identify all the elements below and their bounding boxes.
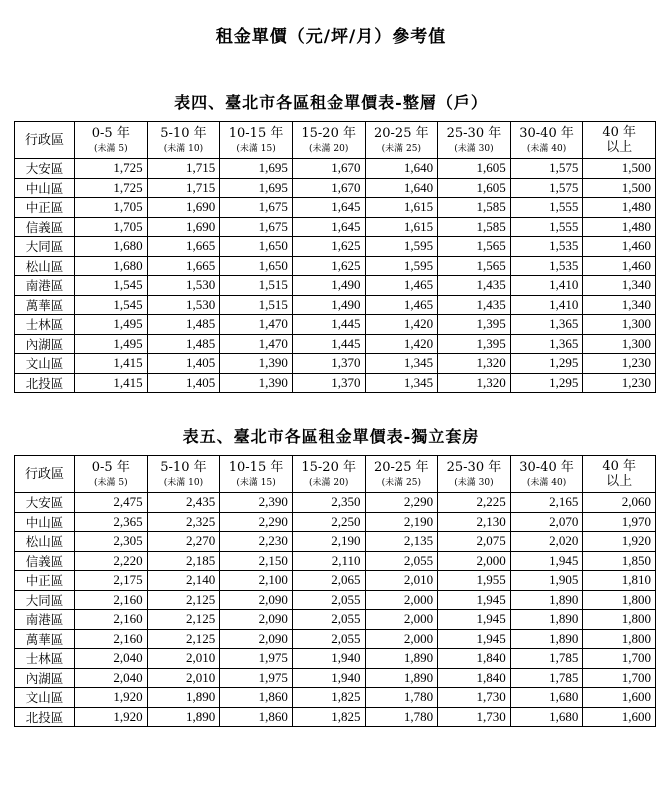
price-cell: 1,800 [583, 629, 656, 649]
price-cell: 1,595 [365, 256, 438, 276]
price-cell: 2,040 [75, 649, 148, 669]
price-cell: 1,945 [438, 629, 511, 649]
price-cell: 1,825 [292, 707, 365, 727]
price-cell: 2,125 [147, 590, 220, 610]
column-range: 10-15 年 [228, 125, 284, 141]
column-header [220, 122, 293, 159]
price-cell: 1,365 [510, 334, 583, 354]
district-cell: 士林區 [15, 315, 75, 335]
price-cell: 1,800 [583, 610, 656, 630]
price-cell: 1,530 [147, 276, 220, 296]
price-cell: 1,480 [583, 198, 656, 218]
column-range: 15-20 年 [301, 125, 356, 141]
price-cell: 1,615 [365, 198, 438, 218]
price-cell: 2,090 [220, 590, 293, 610]
price-cell: 1,705 [75, 198, 148, 218]
price-cell: 2,070 [510, 512, 583, 532]
price-cell: 1,665 [147, 237, 220, 257]
column-header [365, 122, 438, 159]
table-5-title: 表五、臺北市各區租金單價表-獨立套房 [182, 427, 480, 446]
price-cell: 1,840 [438, 649, 511, 669]
price-cell: 2,250 [292, 512, 365, 532]
price-cell: 2,010 [365, 571, 438, 591]
price-cell: 1,705 [75, 217, 148, 237]
price-cell: 1,615 [365, 217, 438, 237]
price-cell: 1,460 [583, 237, 656, 257]
price-cell: 1,460 [583, 256, 656, 276]
district-cell: 中山區 [15, 178, 75, 198]
price-cell: 1,465 [365, 295, 438, 315]
column-header [438, 456, 511, 493]
column-range: 40 年 [602, 459, 637, 474]
price-cell: 1,650 [220, 256, 293, 276]
price-cell: 2,130 [438, 512, 511, 532]
table-row [15, 334, 656, 354]
price-cell: 1,680 [510, 688, 583, 708]
table-row [15, 512, 656, 532]
table-row [15, 629, 656, 649]
district-cell: 大安區 [15, 159, 75, 179]
price-cell: 1,850 [583, 551, 656, 571]
price-cell: 2,350 [292, 493, 365, 513]
district-cell: 萬華區 [15, 629, 75, 649]
price-cell: 1,640 [365, 159, 438, 179]
district-cell: 內湖區 [15, 334, 75, 354]
column-range: 30-40 年 [519, 125, 574, 141]
table-row [15, 551, 656, 571]
table-5-studio [14, 455, 656, 727]
district-cell: 中正區 [15, 571, 75, 591]
price-cell: 1,890 [510, 610, 583, 630]
price-cell: 1,515 [220, 276, 293, 296]
price-cell: 1,810 [583, 571, 656, 591]
price-cell: 1,410 [510, 276, 583, 296]
district-header: 行政區 [15, 122, 75, 159]
table-row [15, 178, 656, 198]
price-cell: 1,680 [510, 707, 583, 727]
district-cell: 大同區 [15, 590, 75, 610]
table-row [15, 159, 656, 179]
price-cell: 1,490 [292, 276, 365, 296]
district-cell: 文山區 [15, 354, 75, 374]
table-row [15, 590, 656, 610]
price-cell: 2,290 [220, 512, 293, 532]
price-cell: 2,225 [438, 493, 511, 513]
column-header [75, 122, 148, 159]
price-cell: 1,555 [510, 217, 583, 237]
price-cell: 1,230 [583, 354, 656, 374]
district-cell: 大安區 [15, 493, 75, 513]
column-note: (未滿 40) [526, 143, 567, 154]
price-cell: 1,695 [220, 159, 293, 179]
price-cell: 1,650 [220, 237, 293, 257]
column-note: (未滿 5) [94, 143, 128, 154]
price-cell: 1,890 [510, 629, 583, 649]
column-header [583, 122, 656, 159]
price-cell: 1,945 [438, 610, 511, 630]
price-cell: 2,165 [510, 493, 583, 513]
price-cell: 1,730 [438, 688, 511, 708]
column-range: 25-30 年 [446, 459, 502, 475]
price-cell: 1,645 [292, 198, 365, 218]
price-cell: 1,600 [583, 688, 656, 708]
district-cell: 萬華區 [15, 295, 75, 315]
table-row [15, 373, 656, 393]
price-cell: 1,370 [292, 373, 365, 393]
column-note: (未滿 10) [163, 143, 204, 154]
column-note: (未滿 10) [163, 477, 204, 488]
district-cell: 南港區 [15, 610, 75, 630]
price-cell: 1,365 [510, 315, 583, 335]
price-cell: 1,545 [75, 295, 148, 315]
price-cell: 1,340 [583, 276, 656, 296]
price-cell: 1,890 [147, 688, 220, 708]
price-cell: 1,970 [583, 512, 656, 532]
column-note: (未滿 25) [381, 477, 421, 488]
price-cell: 1,625 [292, 256, 365, 276]
price-cell: 1,485 [147, 315, 220, 335]
price-cell: 1,825 [292, 688, 365, 708]
price-cell: 1,785 [510, 649, 583, 669]
price-cell: 1,920 [75, 707, 148, 727]
table-row [15, 354, 656, 374]
table-row [15, 217, 656, 237]
price-cell: 1,840 [438, 668, 511, 688]
price-cell: 2,390 [220, 493, 293, 513]
price-cell: 2,365 [75, 512, 148, 532]
price-cell: 2,060 [583, 493, 656, 513]
column-header [147, 122, 220, 159]
price-cell: 1,945 [438, 590, 511, 610]
price-cell: 2,190 [365, 512, 438, 532]
table-row [15, 707, 656, 727]
price-cell: 2,475 [75, 493, 148, 513]
price-cell: 1,725 [75, 159, 148, 179]
price-cell: 1,890 [147, 707, 220, 727]
price-cell: 1,565 [438, 237, 511, 257]
column-range: 30-40 年 [519, 459, 574, 475]
price-cell: 2,220 [75, 551, 148, 571]
district-cell: 北投區 [15, 373, 75, 393]
price-cell: 1,320 [438, 354, 511, 374]
price-cell: 2,305 [75, 532, 148, 552]
column-range: 5-10 年 [160, 459, 207, 475]
price-cell: 1,680 [75, 237, 148, 257]
district-cell: 中正區 [15, 198, 75, 218]
price-cell: 1,670 [292, 178, 365, 198]
price-cell: 1,975 [220, 649, 293, 669]
column-note: (未滿 30) [454, 143, 494, 154]
district-cell: 松山區 [15, 256, 75, 276]
price-cell: 2,135 [365, 532, 438, 552]
price-cell: 1,370 [292, 354, 365, 374]
district-cell: 信義區 [15, 551, 75, 571]
district-cell: 文山區 [15, 688, 75, 708]
price-cell: 2,000 [365, 610, 438, 630]
price-cell: 1,860 [220, 688, 293, 708]
price-cell: 1,420 [365, 315, 438, 335]
table-row [15, 668, 656, 688]
price-cell: 1,700 [583, 668, 656, 688]
price-cell: 1,295 [510, 373, 583, 393]
price-cell: 2,075 [438, 532, 511, 552]
table-row [15, 276, 656, 296]
price-cell: 2,150 [220, 551, 293, 571]
price-cell: 1,420 [365, 334, 438, 354]
price-cell: 1,920 [75, 688, 148, 708]
column-header [147, 456, 220, 493]
price-cell: 1,300 [583, 334, 656, 354]
table-4-title: 表四、臺北市各區租金單價表-整層（戶） [174, 93, 488, 112]
price-cell: 1,725 [75, 178, 148, 198]
column-note: (未滿 30) [454, 477, 494, 488]
table-row [15, 688, 656, 708]
table-row [15, 493, 656, 513]
price-cell: 1,625 [292, 237, 365, 257]
price-cell: 2,055 [365, 551, 438, 571]
price-cell: 1,445 [292, 334, 365, 354]
price-cell: 2,010 [147, 649, 220, 669]
price-cell: 2,055 [292, 610, 365, 630]
price-cell: 2,185 [147, 551, 220, 571]
price-cell: 1,565 [438, 256, 511, 276]
price-cell: 1,860 [220, 707, 293, 727]
column-range: 10-15 年 [228, 459, 284, 475]
price-cell: 1,945 [510, 551, 583, 571]
column-header [438, 122, 511, 159]
price-cell: 1,415 [75, 373, 148, 393]
price-cell: 1,545 [75, 276, 148, 296]
price-cell: 1,585 [438, 198, 511, 218]
price-cell: 1,675 [220, 198, 293, 218]
column-note: (未滿 15) [236, 477, 276, 488]
column-note: (未滿 15) [236, 143, 276, 154]
price-cell: 1,480 [583, 217, 656, 237]
table-row [15, 571, 656, 591]
price-cell: 1,345 [365, 354, 438, 374]
table-row [15, 649, 656, 669]
price-cell: 1,575 [510, 159, 583, 179]
district-cell: 中山區 [15, 512, 75, 532]
price-cell: 1,390 [220, 373, 293, 393]
price-cell: 1,445 [292, 315, 365, 335]
price-cell: 1,390 [220, 354, 293, 374]
price-cell: 2,020 [510, 532, 583, 552]
price-cell: 2,125 [147, 610, 220, 630]
price-cell: 2,160 [75, 629, 148, 649]
column-note: (未滿 25) [381, 143, 421, 154]
price-cell: 1,470 [220, 334, 293, 354]
table-4-whole-floor [14, 121, 656, 393]
column-note: 以上 [606, 140, 633, 155]
price-cell: 1,320 [438, 373, 511, 393]
price-cell: 1,465 [365, 276, 438, 296]
price-cell: 2,325 [147, 512, 220, 532]
price-cell: 2,175 [75, 571, 148, 591]
price-cell: 1,395 [438, 315, 511, 335]
price-cell: 1,575 [510, 178, 583, 198]
price-cell: 1,345 [365, 373, 438, 393]
price-cell: 1,530 [147, 295, 220, 315]
column-header [292, 456, 365, 493]
price-cell: 1,975 [220, 668, 293, 688]
price-cell: 2,160 [75, 590, 148, 610]
district-cell: 信義區 [15, 217, 75, 237]
column-range: 5-10 年 [160, 125, 207, 141]
price-cell: 1,435 [438, 295, 511, 315]
price-cell: 1,230 [583, 373, 656, 393]
price-cell: 1,700 [583, 649, 656, 669]
price-cell: 1,955 [438, 571, 511, 591]
column-range: 0-5 年 [91, 125, 130, 141]
price-cell: 1,495 [75, 315, 148, 335]
price-cell: 1,485 [147, 334, 220, 354]
column-header [583, 456, 656, 493]
price-cell: 1,340 [583, 295, 656, 315]
column-note: (未滿 40) [526, 477, 567, 488]
district-cell: 內湖區 [15, 668, 75, 688]
price-cell: 1,695 [220, 178, 293, 198]
price-cell: 1,595 [365, 237, 438, 257]
price-cell: 1,605 [438, 159, 511, 179]
column-range: 25-30 年 [446, 125, 502, 141]
column-header [292, 122, 365, 159]
price-cell: 1,920 [583, 532, 656, 552]
column-note: 以上 [606, 474, 633, 489]
page-title: 租金單價（元/坪/月）參考值 [215, 27, 447, 47]
price-cell: 1,555 [510, 198, 583, 218]
price-cell: 2,065 [292, 571, 365, 591]
price-cell: 1,500 [583, 159, 656, 179]
price-cell: 2,090 [220, 629, 293, 649]
price-cell: 2,000 [365, 629, 438, 649]
price-cell: 1,300 [583, 315, 656, 335]
price-cell: 1,470 [220, 315, 293, 335]
price-cell: 1,495 [75, 334, 148, 354]
column-header [75, 456, 148, 493]
column-range: 20-25 年 [374, 125, 429, 141]
table-row [15, 256, 656, 276]
price-cell: 2,435 [147, 493, 220, 513]
price-cell: 1,780 [365, 707, 438, 727]
price-cell: 2,090 [220, 610, 293, 630]
price-cell: 1,715 [147, 178, 220, 198]
price-cell: 1,490 [292, 295, 365, 315]
column-range: 0-5 年 [91, 459, 130, 475]
price-cell: 1,515 [220, 295, 293, 315]
price-cell: 1,890 [365, 668, 438, 688]
price-cell: 1,715 [147, 159, 220, 179]
price-cell: 2,160 [75, 610, 148, 630]
price-cell: 1,645 [292, 217, 365, 237]
district-cell: 南港區 [15, 276, 75, 296]
price-cell: 1,675 [220, 217, 293, 237]
table-row [15, 198, 656, 218]
district-cell: 北投區 [15, 707, 75, 727]
price-cell: 1,405 [147, 373, 220, 393]
price-cell: 1,680 [75, 256, 148, 276]
district-cell: 松山區 [15, 532, 75, 552]
district-cell: 士林區 [15, 649, 75, 669]
column-header [220, 456, 293, 493]
price-cell: 2,055 [292, 590, 365, 610]
table-row [15, 295, 656, 315]
price-cell: 1,690 [147, 217, 220, 237]
price-cell: 2,110 [292, 551, 365, 571]
column-range: 20-25 年 [374, 459, 429, 475]
price-cell: 1,585 [438, 217, 511, 237]
price-cell: 1,535 [510, 237, 583, 257]
column-range: 15-20 年 [301, 459, 356, 475]
price-cell: 1,940 [292, 668, 365, 688]
price-cell: 1,410 [510, 295, 583, 315]
price-cell: 1,785 [510, 668, 583, 688]
price-cell: 1,415 [75, 354, 148, 374]
table-row [15, 532, 656, 552]
price-cell: 1,730 [438, 707, 511, 727]
table-row [15, 610, 656, 630]
table-row [15, 315, 656, 335]
price-cell: 2,000 [438, 551, 511, 571]
price-cell: 1,905 [510, 571, 583, 591]
price-cell: 1,435 [438, 276, 511, 296]
price-cell: 1,940 [292, 649, 365, 669]
price-cell: 1,535 [510, 256, 583, 276]
price-cell: 2,000 [365, 590, 438, 610]
price-cell: 2,010 [147, 668, 220, 688]
price-cell: 2,190 [292, 532, 365, 552]
district-header: 行政區 [15, 456, 75, 493]
price-cell: 2,290 [365, 493, 438, 513]
header-row [15, 122, 656, 159]
price-cell: 2,040 [75, 668, 148, 688]
price-cell: 2,125 [147, 629, 220, 649]
price-cell: 1,640 [365, 178, 438, 198]
price-cell: 1,405 [147, 354, 220, 374]
price-cell: 1,890 [510, 590, 583, 610]
price-cell: 2,270 [147, 532, 220, 552]
column-header [365, 456, 438, 493]
price-cell: 2,055 [292, 629, 365, 649]
price-cell: 1,295 [510, 354, 583, 374]
price-cell: 1,780 [365, 688, 438, 708]
column-range: 40 年 [602, 125, 637, 140]
price-cell: 2,230 [220, 532, 293, 552]
column-note: (未滿 5) [94, 477, 128, 488]
price-cell: 1,690 [147, 198, 220, 218]
price-cell: 1,605 [438, 178, 511, 198]
price-cell: 2,140 [147, 571, 220, 591]
price-cell: 1,500 [583, 178, 656, 198]
price-cell: 2,100 [220, 571, 293, 591]
column-header [510, 456, 583, 493]
table-row [15, 237, 656, 257]
price-cell: 1,800 [583, 590, 656, 610]
column-note: (未滿 20) [309, 477, 349, 488]
column-note: (未滿 20) [309, 143, 349, 154]
district-cell: 大同區 [15, 237, 75, 257]
price-cell: 1,395 [438, 334, 511, 354]
header-row [15, 456, 656, 493]
price-cell: 1,890 [365, 649, 438, 669]
price-cell: 1,665 [147, 256, 220, 276]
column-header [510, 122, 583, 159]
price-cell: 1,600 [583, 707, 656, 727]
price-cell: 1,670 [292, 159, 365, 179]
